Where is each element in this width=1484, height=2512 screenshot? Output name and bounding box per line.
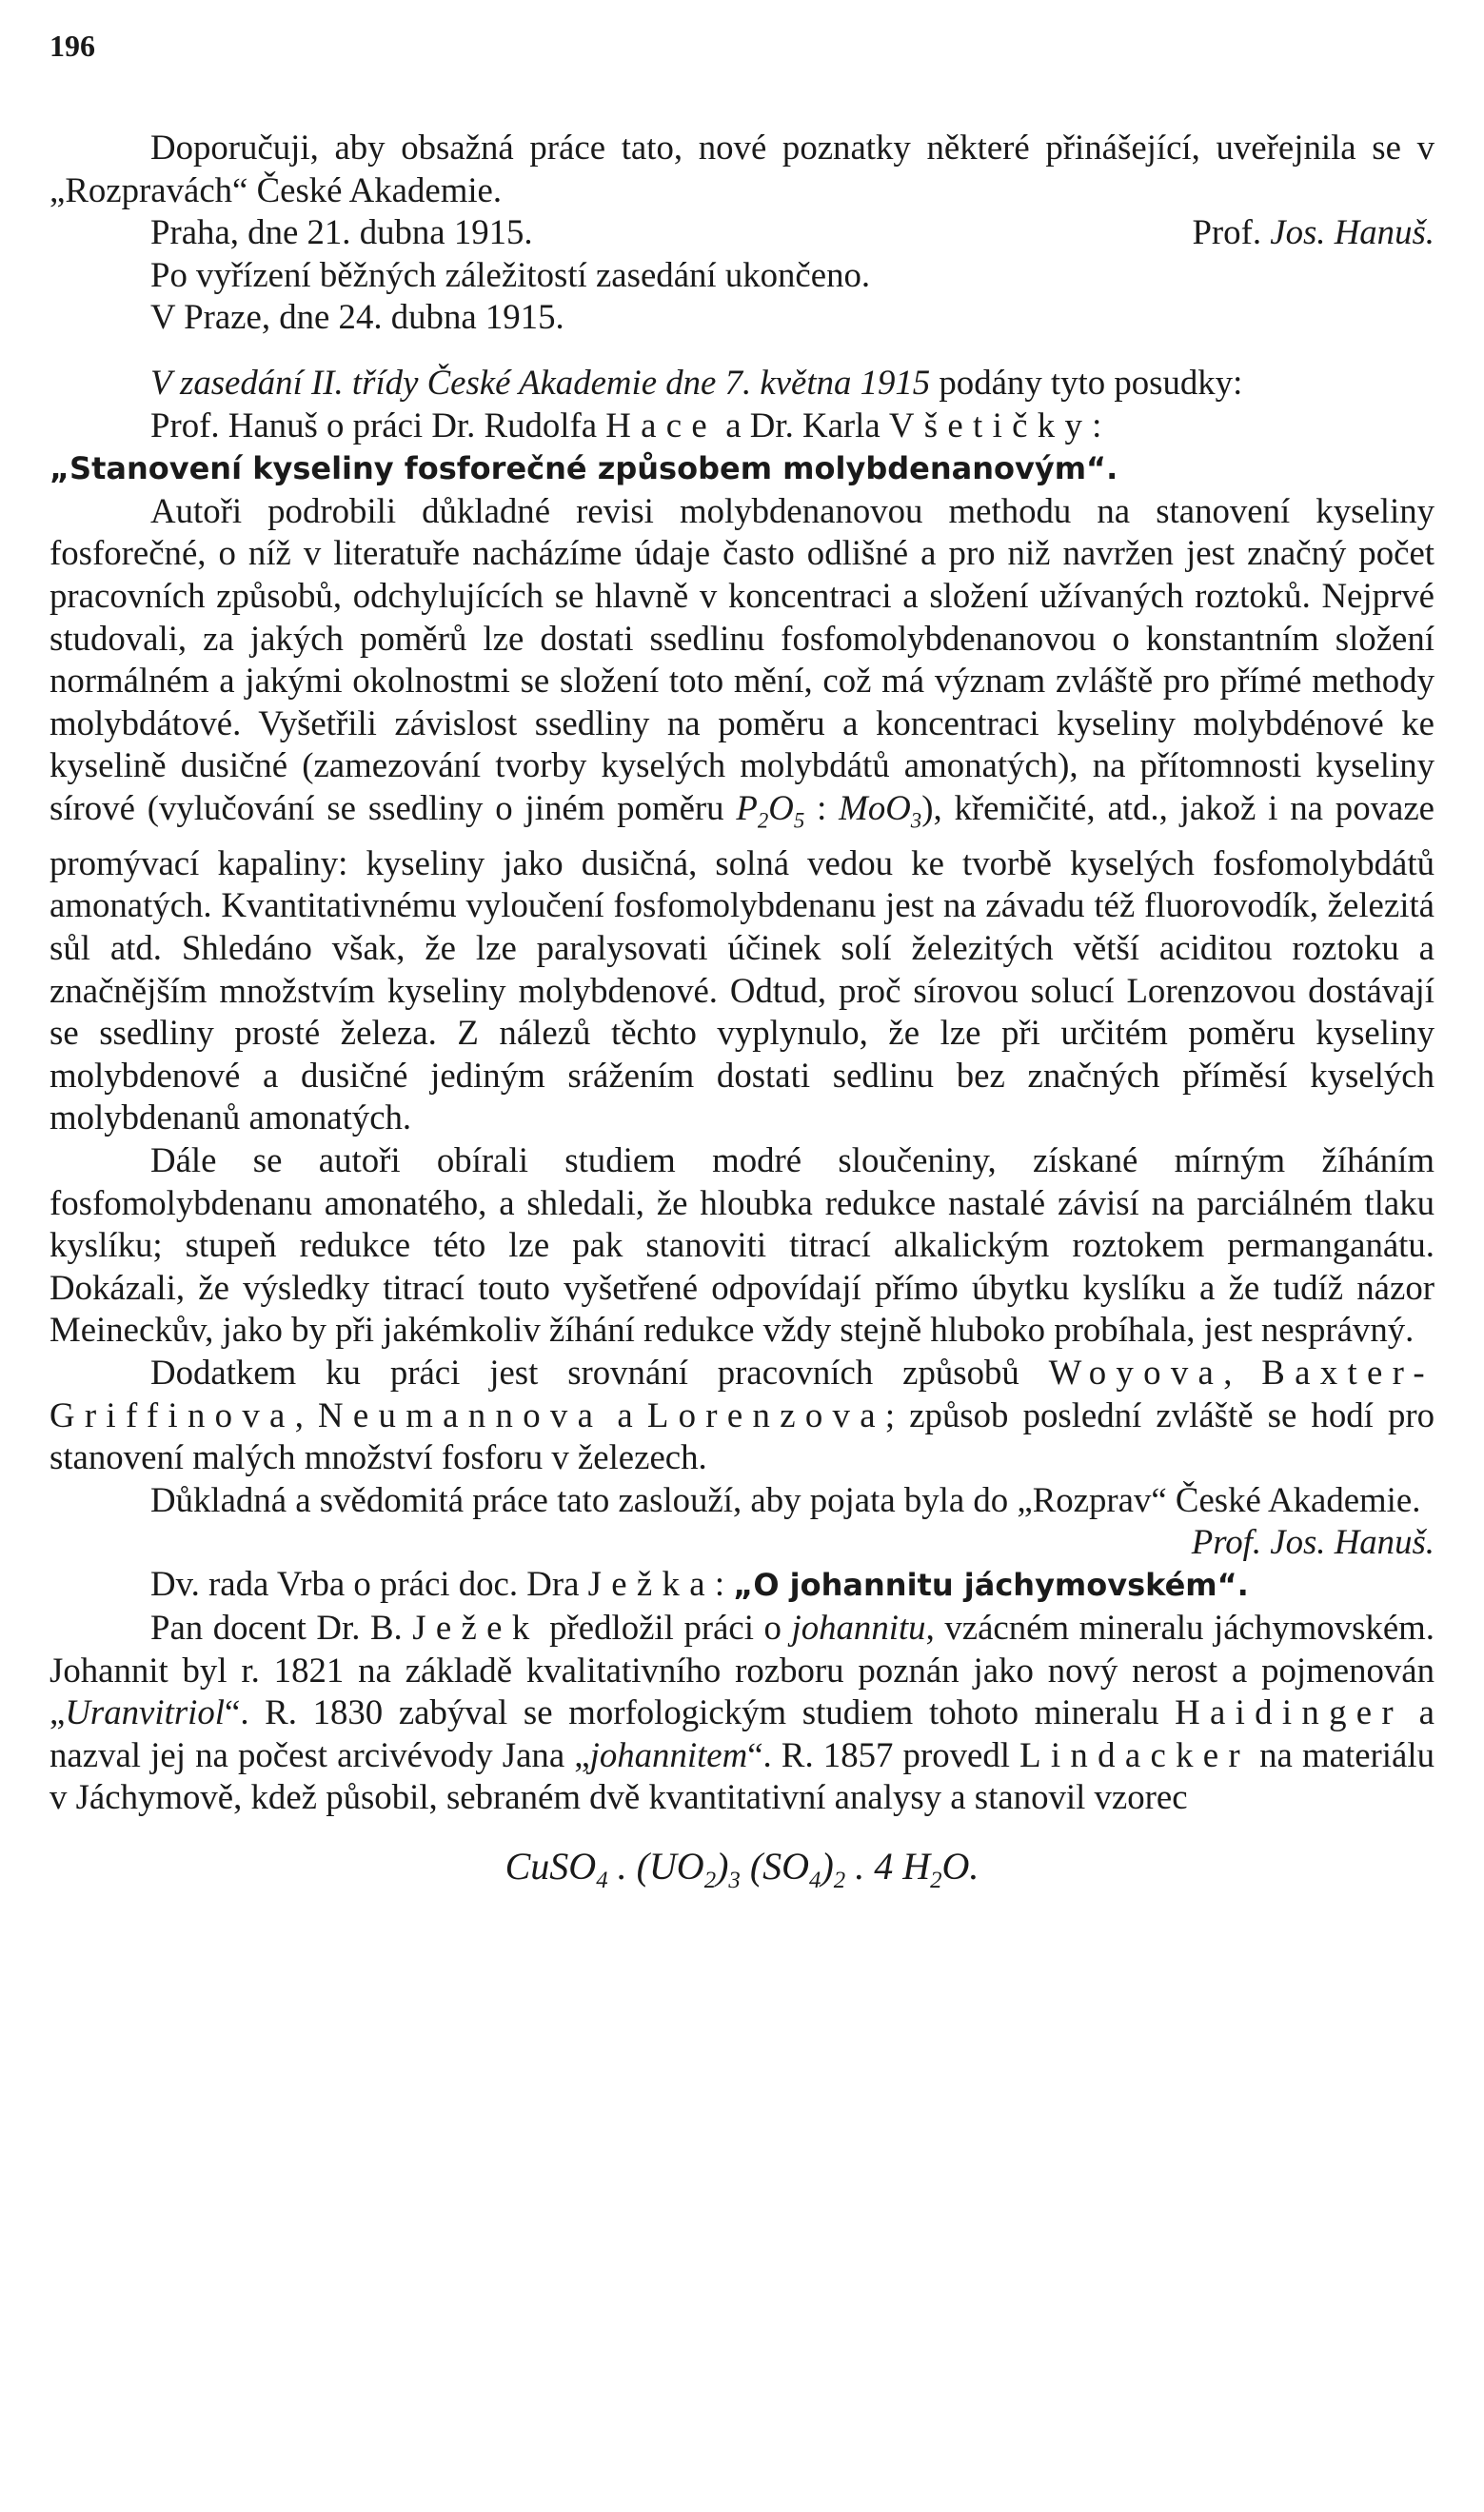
f-f-sub: 2 — [930, 1867, 942, 1893]
p3-end: ; způsob poslední zvláště se hodí pro stanovení malých množství fosforu v železech. — [49, 1394, 1435, 1477]
review1-title: „Stanovení kyseliny fosforečné způsobem molybdenanovým“. — [49, 450, 1118, 487]
spacer — [49, 339, 1435, 362]
review1-signature-title: Prof. — [1191, 1522, 1262, 1562]
r2-johannitem: johannitem — [589, 1734, 748, 1774]
review2-title: „O johannitu jáchymovském“. — [733, 1567, 1249, 1604]
review1-paragraph-4 — [49, 1479, 1435, 1562]
p3-name-lorenzova: Lorenzova — [646, 1394, 885, 1434]
ratio-b-sub: 3 — [910, 808, 922, 833]
review1-signature-name: Jos. Hanuš. — [1270, 1522, 1435, 1562]
ratio-a — [736, 787, 805, 833]
session-heading: V zasedání II. třídy České Akademie dne 7. května 1915 — [150, 362, 931, 402]
ratio-a-p: P — [736, 787, 758, 827]
p3-name-neumannova: Neumannova — [318, 1394, 603, 1434]
review1-p4-text: Důkladná a svědomitá práce tato zaslouží, aby pojata byla do „Rozprav“ České Akademie. — [150, 1479, 1421, 1519]
signature — [1192, 211, 1435, 254]
f-g: O. — [941, 1844, 979, 1888]
review2-colon: : — [714, 1564, 734, 1604]
closing-line: Po vyřízení běžných záležitostí zasedání ukončeno. — [150, 254, 871, 294]
session-rest: podány tyto posudky: — [930, 362, 1243, 402]
ratio-a-o: O — [768, 787, 794, 827]
ratio-a-sub1: 2 — [757, 808, 769, 833]
f-b-sub: 2 — [703, 1867, 717, 1893]
f-b: . (UO — [607, 1844, 704, 1888]
review1-p1: Autoři podrobili důkladné revisi molybdenanovou methodu na stanovení kyseliny fosforečné, o níž v literatuře nacházíme údaje často odlišné a pro niž navržen jest značný počet pracovních způsobů, odchylujících se hlavně v koncentraci a složení užívaných roztoků. Nejprvé studovali, za jakých poměrů lze dostati ssedlinu fosfomolybdenanovou o konstantním složení normálném a jakými okolnostmi se složení toto mění, což má význam zvláště pro přímé methody molybdátové. Vyšetřili závislost ssedliny na poměru a koncentraci kyseliny molybdénové ke kyselině dusičné (zamezování tvorby kyselých molybdátů amonatých), na přítomnosti kyseliny sírové (vylučování se ssedliny o jiném poměru — [49, 490, 1435, 827]
f-e: ) — [821, 1844, 834, 1888]
r2-haidinger: Haidinger — [1175, 1692, 1403, 1732]
f-c: ) — [716, 1844, 729, 1888]
f-c-sub: 3 — [728, 1867, 741, 1893]
chemical-formula — [49, 1846, 1435, 1903]
review1-connector: a Dr. Karla — [717, 405, 889, 445]
r2-p1-d: “. R. 1830 zabýval se morfologickým studiem tohoto mineralu — [224, 1692, 1176, 1732]
review1-paragraph-2: Dále se autoři obírali studiem modré sloučeniny, získané mírným žíháním fosfomolybdenanu amonatého, a shledali, že hloubka redukce nastalé závisí na parciálném tlaku kyslíku; stupeň redukce této lze pak stanoviti titrací alkalickým roztokem permanganátu. Dokázali, že výsledky titrací touto vyšetřené odpovídají přímo úbytku kyslíku a že tudíž názor Meineckův, jako by při jakémkoliv žíhání redukce vždy stejně hluboko probíhala, jest nesprávný. — [49, 1140, 1435, 1350]
session-paragraph — [49, 362, 1435, 405]
review1-reviewer: Prof. Hanuš o práci Dr. Rudolfa — [150, 405, 606, 445]
place-date: Praha, dne 21. dubna 1915. — [150, 212, 533, 252]
page-number: 196 — [49, 29, 95, 63]
review1-p1-end: ), křemičité, atd., jakož i na povaze promývací kapaliny: kyseliny jako dusičná, solná vedou ke tvorbě kyselých fosfomolybdátů amonatých. Kvantitativnému vyloučení fosfomolybdenanu jest na závadu též fluorovodík, železitá sůl atd. Shledáno však, že lze paralysovati účinek solí železitých větší aciditou roztoku a značnějším množstvím kyseliny molybdenové. Odtud, proč sírovou solucí Lorenzovou dostávají se ssedliny prosté železa. Z nálezů těchto vyplynulo, že lze při určitém poměru kyseliny molybdenové a dusičné jediným srážením dostati sedlinu bez značných příměsí kyselých molybdenanů amonatých. — [49, 787, 1435, 1137]
r2-p1-f: “. R. 1857 provedl — [747, 1734, 1020, 1774]
review1-author1: Hace — [605, 405, 718, 445]
p3-name-baxter-griffinova: Baxter-Griffinova — [49, 1352, 1435, 1434]
r2-p1-c: , vzácném mineralu jáchymovském. Johannit byl r. 1821 na základě kvalitativního rozboru poznán jako nový nerost a pojmenován „ — [49, 1607, 1435, 1732]
review2-author: Ježka — [587, 1564, 715, 1604]
review2-paragraph-1 — [49, 1607, 1435, 1819]
p3-sep: , — [294, 1394, 319, 1434]
p3-name-woyova: Woyova — [1048, 1352, 1224, 1392]
signature-name: Jos. Hanuš. — [1270, 212, 1435, 252]
review1-signature — [1091, 1521, 1435, 1564]
f-a: CuSO — [505, 1844, 597, 1888]
r2-johannitu: johannitu — [791, 1607, 926, 1647]
review1-author2: Všetičky — [888, 405, 1093, 445]
f-d: (SO — [740, 1844, 810, 1888]
signature-title: Prof. — [1192, 212, 1262, 252]
place-date-line — [49, 211, 1435, 254]
ratio-b — [839, 787, 922, 833]
review2-reviewer: Dv. rada Vrba o práci doc. Dra — [150, 1564, 588, 1604]
review1-heading — [49, 405, 1435, 490]
recommendation-paragraph: Doporučuji, aby obsažná práce tato, nové poznatky některé přinášející, uveřejnila se v „Rozpravách“ České Akademie. — [49, 128, 1435, 209]
p3-comma: , — [1223, 1352, 1262, 1392]
page-text — [49, 127, 1435, 1903]
review1-colon: : — [1092, 405, 1102, 445]
r2-uranvitriol: Uranvitriol — [65, 1692, 225, 1732]
f-a-sub: 4 — [596, 1867, 608, 1893]
r2-p1-a: Pan docent Dr. B. — [150, 1607, 413, 1647]
p3-start: Dodatkem ku práci jest srovnání pracovních způsobů — [150, 1352, 1049, 1392]
closing-date: V Praze, dne 24. dubna 1915. — [150, 297, 564, 337]
review1-paragraph-3 — [49, 1352, 1435, 1479]
f-f: . 4 H — [845, 1844, 931, 1888]
r2-p1-g: na materiálu v Jáchymově, kdež působil, sebraném dvě kvantitativní analysy a stanovil vzorec — [49, 1734, 1435, 1817]
f-e-sub: 2 — [833, 1867, 846, 1893]
r2-p1-e: a nazval jej na počest arcivévody Jana „ — [49, 1692, 1435, 1774]
ratio-sep: : — [804, 787, 840, 827]
r2-p1-b: předložil práci o — [539, 1607, 792, 1647]
review1-paragraph-1 — [49, 490, 1435, 1139]
f-d-sub: 4 — [809, 1867, 821, 1893]
p3-and: a — [603, 1394, 647, 1434]
ratio-a-sub2: 5 — [793, 808, 805, 833]
ratio-b-moo: MoO — [839, 787, 911, 827]
r2-author-jezek: Ježek — [412, 1607, 540, 1647]
review2-heading — [49, 1563, 1435, 1607]
document-page — [49, 0, 1439, 2512]
r2-lindacker: Lindacker — [1019, 1734, 1250, 1774]
